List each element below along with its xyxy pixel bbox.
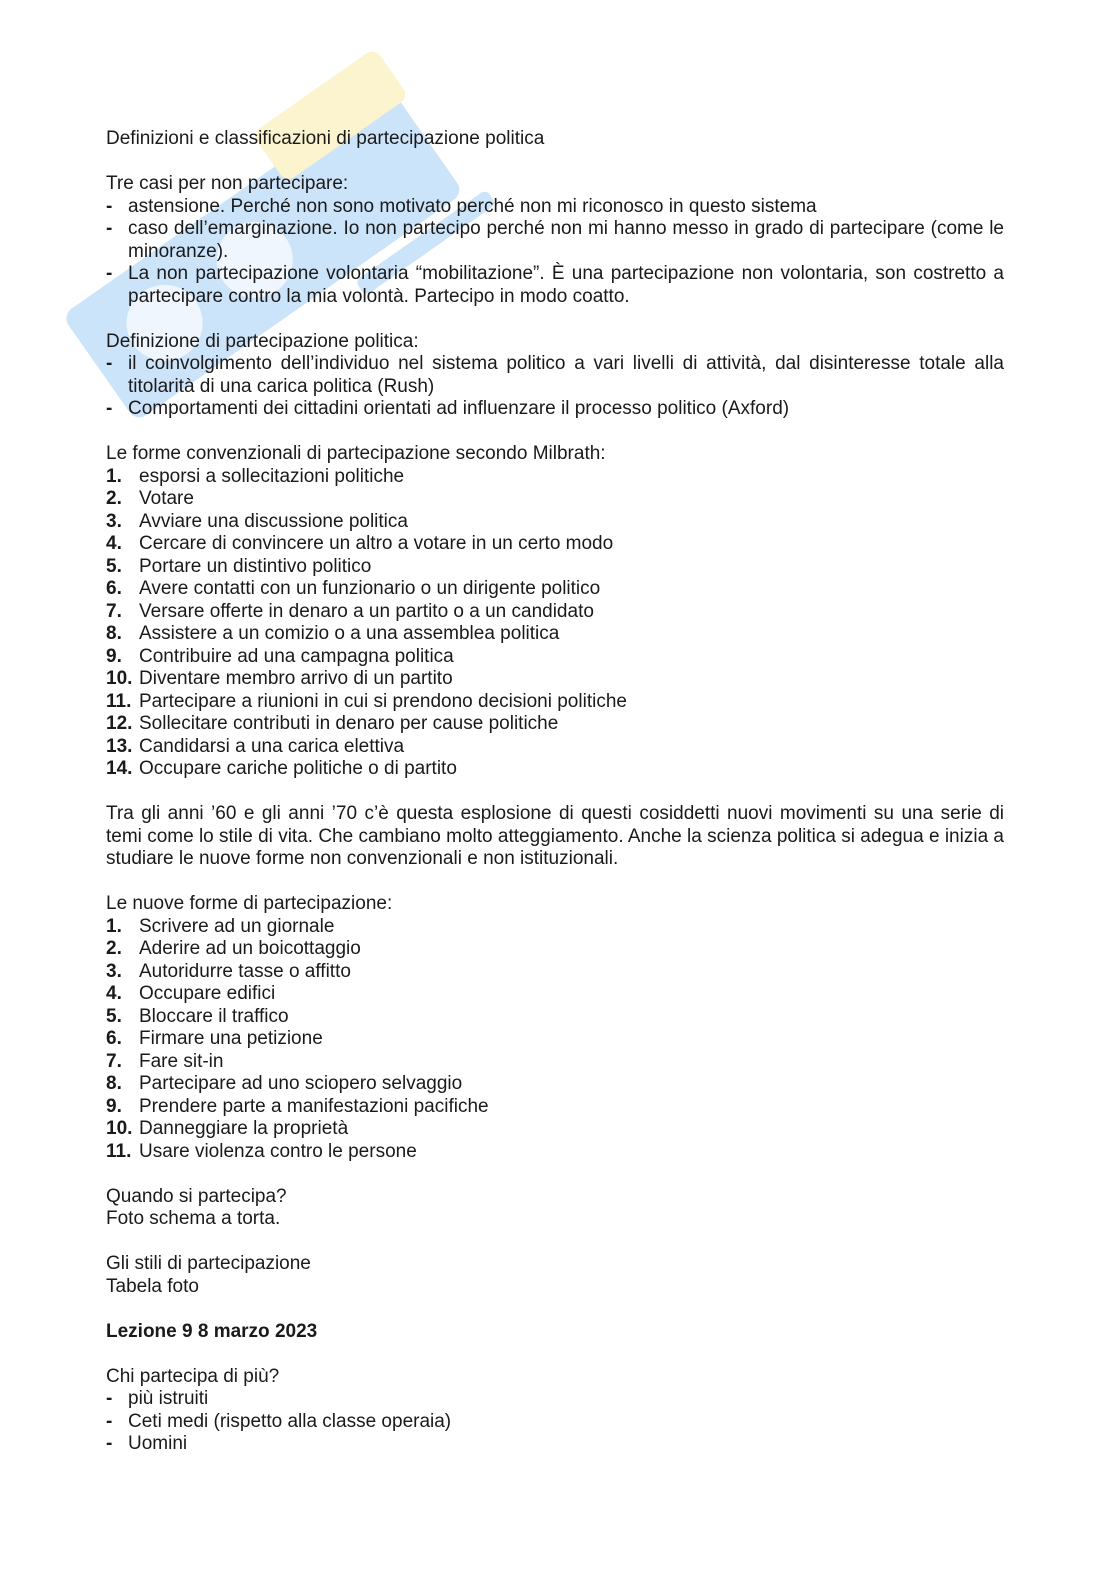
chi-list [106, 1388, 1004, 1456]
dash-bullet: - [106, 1410, 113, 1432]
list-item-text: Fare sit-in [139, 1050, 224, 1072]
list-number: 11. [106, 1140, 132, 1162]
list-item [106, 1141, 1004, 1164]
list-item-text: Candidarsi a una carica elettiva [139, 735, 405, 757]
list-item-text: Avere contatti con un funzionario o un dirigente politico [139, 578, 601, 599]
list-item: - caso dell’emarginazione. Io non partecipo perché non mi hanno messo in grado di partecipare (come le minoranze). [106, 218, 1004, 262]
stili-heading: Gli stili di partecipazione [106, 1253, 311, 1274]
list-item [106, 1006, 1004, 1029]
list-item [106, 1118, 1004, 1141]
list-item [106, 961, 1004, 984]
doc-title: Definizioni e classificazioni di partecipazione politica [106, 128, 545, 149]
def-list [106, 353, 1004, 421]
nuove-forme-list [106, 916, 1004, 1164]
lezione-heading: Lezione 9 8 marzo 2023 [106, 1320, 318, 1342]
dash-bullet: - [106, 398, 113, 419]
list-item [106, 533, 1004, 556]
milbrath-heading: Le forme convenzionali di partecipazione secondo Milbrath: [106, 443, 606, 464]
list-item [106, 691, 1004, 714]
list-item [106, 713, 1004, 736]
quando-answer: Foto schema a torta. [106, 1208, 281, 1229]
list-item [106, 578, 1004, 601]
milbrath-list [106, 466, 1004, 781]
list-number: 2. [106, 488, 122, 509]
list-item [106, 646, 1004, 669]
list-number: 5. [106, 1005, 122, 1027]
list-item-text: Aderire ad un boicottaggio [139, 938, 361, 959]
list-item-text: esporsi a sollecitazioni politiche [139, 465, 405, 487]
list-number: 9. [106, 645, 122, 667]
dash-bullet: - [106, 195, 113, 217]
list-item-text: Firmare una petizione [139, 1028, 323, 1049]
dash-bullet: - [106, 353, 113, 374]
list-item [106, 758, 1004, 781]
list-item [106, 556, 1004, 579]
list-number: 4. [106, 983, 122, 1004]
list-number: 5. [106, 555, 122, 577]
list-number: 12. [106, 713, 133, 734]
list-item [106, 623, 1004, 646]
list-item [106, 601, 1004, 624]
list-number: 11. [106, 690, 132, 712]
list-item-text: Autoridurre tasse o affitto [139, 960, 351, 982]
list-item [106, 916, 1004, 939]
list-item: - Comportamenti dei cittadini orientati ad influenzare il processo politico (Axford) [106, 398, 790, 419]
list-number: 4. [106, 533, 122, 554]
list-number: 9. [106, 1095, 122, 1117]
stili-answer: Tabela foto [106, 1275, 199, 1297]
list-item [106, 488, 1004, 511]
dash-bullet: - [106, 1433, 113, 1454]
list-item-text: Portare un distintivo politico [139, 555, 372, 577]
list-item [106, 1028, 1004, 1051]
list-item-text: Diventare membro arrivo di un partito [139, 668, 453, 689]
list-item-text: Occupare cariche politiche o di partito [139, 758, 457, 779]
list-item: - astensione. Perché non sono motivato perché non mi riconosco in questo sistema [106, 195, 817, 217]
dash-bullet: - [106, 263, 113, 284]
list-item-text: Cercare di convincere un altro a votare in un certo modo [139, 533, 614, 554]
list-number: 10. [106, 1118, 133, 1139]
list-item [106, 668, 1004, 691]
nuove-heading: Le nuove forme di partecipazione: [106, 893, 393, 914]
list-number: 1. [106, 465, 122, 487]
list-item: - Ceti medi (rispetto alla classe operaia) [106, 1410, 452, 1432]
def-heading: Definizione di partecipazione politica: [106, 330, 419, 352]
list-number: 8. [106, 1073, 122, 1094]
list-item [106, 1051, 1004, 1074]
list-item [106, 1096, 1004, 1119]
list-number: 10. [106, 668, 133, 689]
quando-question: Quando si partecipa? [106, 1185, 287, 1207]
list-item-text: Contribuire ad una campagna politica [139, 645, 454, 667]
list-number: 7. [106, 1050, 122, 1072]
list-item: - Uomini [106, 1433, 188, 1454]
list-item [106, 511, 1004, 534]
list-number: 7. [106, 600, 122, 622]
list-item-text: Danneggiare la proprietà [139, 1118, 349, 1139]
casi-list [106, 196, 1004, 309]
list-item: - il coinvolgimento dell’individuo nel sistema politico a vari livelli di attività, dal disinteresse totale alla titolarità di una carica politica (Rush) [106, 353, 1004, 397]
list-number: 2. [106, 938, 122, 959]
list-number: 6. [106, 1028, 122, 1049]
list-number: 14. [106, 758, 133, 779]
list-item: - La non partecipazione volontaria “mobilitazione”. È una partecipazione non volontaria, son costretto a partecipare contro la mia volontà. Partecipo in modo coatto. [106, 263, 1004, 307]
list-item-text: Partecipare ad uno sciopero selvaggio [139, 1073, 463, 1094]
list-item-text: Partecipare a riunioni in cui si prendono decisioni politiche [139, 690, 627, 712]
list-item-text: Occupare edifici [139, 983, 276, 1004]
list-item-text: Avviare una discussione politica [139, 510, 408, 532]
list-item: - più istruiti [106, 1388, 209, 1409]
list-item [106, 466, 1004, 489]
list-number: 6. [106, 578, 122, 599]
paragraph-movimenti: Tra gli anni ’60 e gli anni ’70 c’è questa esplosione di questi cosiddetti nuovi movimenti su una serie di temi come lo stile di vita. Che cambiano molto atteggiamento. Anche la scienza politica si adegua e inizia a studiare le nuove forme non convenzionali e non istituzionali. [106, 803, 1004, 869]
dash-bullet: - [106, 1388, 113, 1409]
list-number: 3. [106, 510, 122, 532]
list-item-text: Versare offerte in denaro a un partito o a un candidato [139, 600, 594, 622]
list-item-text: Usare violenza contro le persone [139, 1140, 417, 1162]
list-item [106, 983, 1004, 1006]
casi-heading: Tre casi per non partecipare: [106, 173, 349, 194]
list-item [106, 736, 1004, 759]
list-item-text: Scrivere ad un giornale [139, 915, 335, 937]
chi-heading: Chi partecipa di più? [106, 1365, 280, 1387]
list-item-text: Prendere parte a manifestazioni pacifiche [139, 1095, 489, 1117]
list-number: 8. [106, 623, 122, 644]
list-item [106, 938, 1004, 961]
list-number: 1. [106, 915, 122, 937]
list-number: 13. [106, 735, 133, 757]
list-item-text: Votare [139, 488, 194, 509]
list-item-text: Assistere a un comizio o a una assemblea politica [139, 623, 560, 644]
dash-bullet: - [106, 218, 113, 239]
list-item-text: Bloccare il traffico [139, 1005, 289, 1027]
list-item-text: Sollecitare contributi in denaro per cause politiche [139, 713, 559, 734]
document-page [106, 128, 1004, 1456]
list-number: 3. [106, 960, 122, 982]
list-item [106, 1073, 1004, 1096]
